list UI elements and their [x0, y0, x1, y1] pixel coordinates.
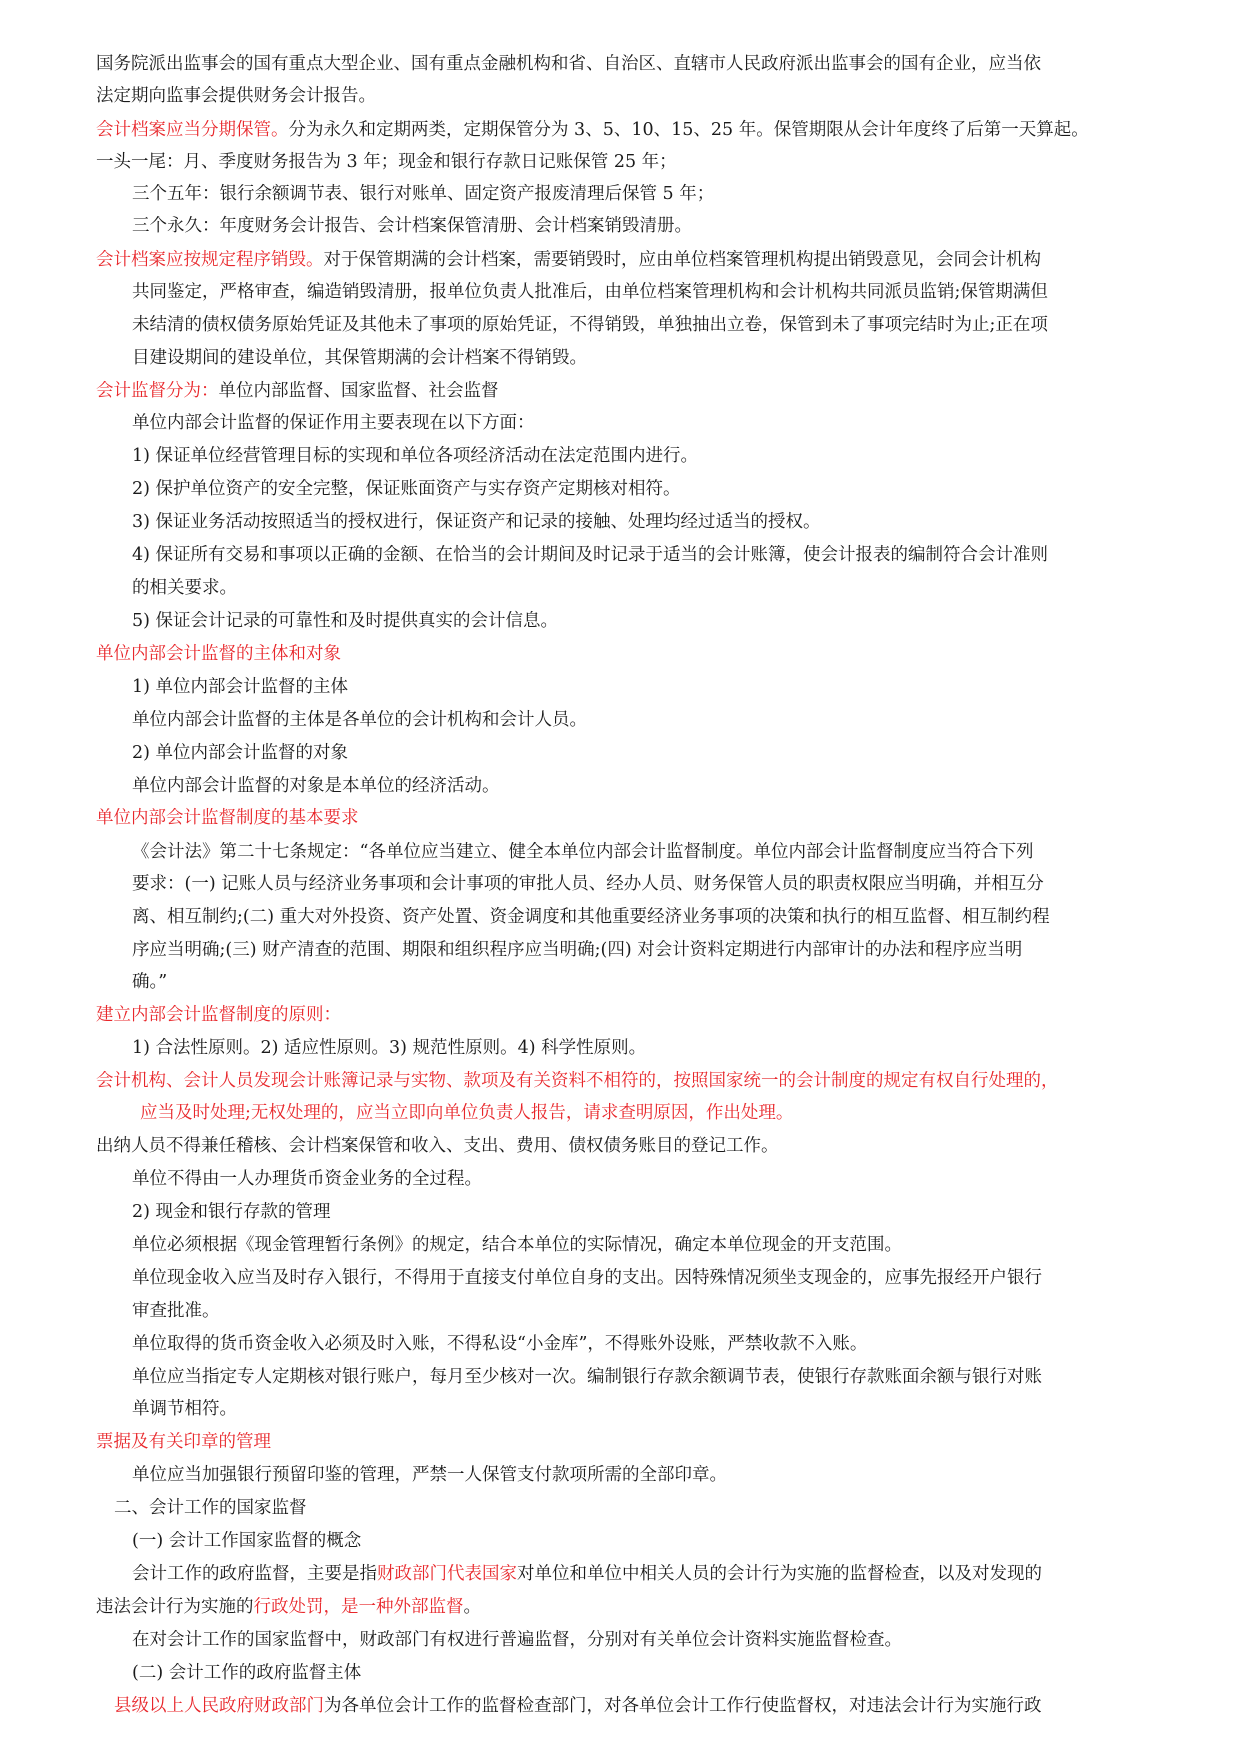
- text-line: 单位应当指定专人定期核对银行账户，每月至少核对一次。编制银行存款余额调节表，使银行存款账面余额与银行对账: [132, 1367, 1042, 1387]
- highlight-line: 会计机构、会计人员发现会计账簿记录与实物、款项及有关资料不相符的，按照国家统一的会计制度的规定有权自行处理的，: [96, 1071, 1059, 1091]
- text-line: 三个永久：年度财务会计报告、会计档案保管清册、会计档案销毁清册。: [132, 216, 692, 236]
- text-line: 审查批准。: [132, 1301, 220, 1321]
- text-line: 单位应当加强银行预留印鉴的管理，严禁一人保管支付款项所需的全部印章。: [132, 1465, 727, 1485]
- text-line: 共同鉴定，严格审查，编造销毁清册，报单位负责人批准后，由单位档案管理机构和会计机构共同派员监销;保管期满但: [132, 282, 1048, 302]
- text-line: 3) 保证业务活动按照适当的授权进行，保证资产和记录的接触、处理均经过适当的授权。: [132, 512, 821, 532]
- highlight-text: 县级以上人民政府财政部门: [114, 1696, 324, 1716]
- section-heading: 单位内部会计监督的主体和对象: [96, 644, 341, 664]
- highlight-text: 会计档案应当分期保管。: [96, 120, 289, 140]
- text-line: 县级以上人民政府财政部门为各单位会计工作的监督检查部门，对各单位会计工作行使监督权，对违法会计行为实施行政: [114, 1696, 1042, 1716]
- text-line: 2) 单位内部会计监督的对象: [132, 743, 349, 763]
- text-line: 单位内部会计监督的保证作用主要表现在以下方面：: [132, 413, 535, 433]
- text-line: 未结清的债权债务原始凭证及其他未了事项的原始凭证，不得销毁，单独抽出立卷，保管到未了事项完结时为止;正在项: [132, 315, 1048, 335]
- text-line: 1) 合法性原则。2) 适应性原则。3) 规范性原则。4) 科学性原则。: [132, 1038, 647, 1058]
- text-line: 1) 保证单位经营管理目标的实现和单位各项经济活动在法定范围内进行。: [132, 446, 699, 466]
- text-line: 要求：(一) 记账人员与经济业务事项和会计事项的审批人员、经办人员、财务保管人员的职责权限应当明确，并相互分: [132, 874, 1044, 894]
- text-line: 4) 保证所有交易和事项以正确的金额、在恰当的会计期间及时记录于适当的会计账簿，使会计报表的编制符合会计准则: [132, 545, 1049, 565]
- highlight-text: 会计监督分为：: [96, 381, 219, 401]
- highlight-text: 行政处罚，是一种外部监督: [253, 1597, 464, 1617]
- text-line: 单位不得由一人办理货币资金业务的全过程。: [132, 1169, 482, 1189]
- highlight-line: 应当及时处理;无权处理的，应当立即向单位负责人报告，请求查明原因，作出处理。: [140, 1103, 794, 1123]
- text-line: 会计工作的政府监督，主要是指财政部门代表国家对单位和单位中相关人员的会计行为实施的监督检查，以及对发现的: [132, 1564, 1042, 1584]
- text-line: 违法会计行为实施的行政处罚，是一种外部监督。: [96, 1597, 481, 1617]
- text-line: (一) 会计工作国家监督的概念: [132, 1531, 362, 1551]
- text-line: 会计档案应按规定程序销毁。对于保管期满的会计档案，需要销毁时，应由单位档案管理机构提出销毁意见，会同会计机构: [96, 250, 1041, 270]
- text-line: 1) 单位内部会计监督的主体: [132, 677, 349, 697]
- text-line: 离、相互制约;(二) 重大对外投资、资产处置、资金调度和其他重要经济业务事项的决策和执行的相互监督、相互制约程: [132, 907, 1050, 927]
- text-line: 单位必须根据《现金管理暂行条例》的规定，结合本单位的实际情况，确定本单位现金的开支范围。: [132, 1235, 902, 1255]
- text-line: 目建设期间的建设单位，其保管期满的会计档案不得销毁。: [132, 348, 587, 368]
- section-heading: 单位内部会计监督制度的基本要求: [96, 808, 359, 828]
- section-heading: 二、会计工作的国家监督: [114, 1498, 307, 1518]
- text-line: 会计档案应当分期保管。分为永久和定期两类，定期保管分为 3、5、10、15、25 年。保管期限从会计年度终了后第一天算起。: [96, 120, 1089, 140]
- highlight-text: 财政部门代表国家: [377, 1564, 517, 1584]
- section-heading: 建立内部会计监督制度的原则：: [96, 1005, 341, 1025]
- text-line: 单位内部会计监督的对象是本单位的经济活动。: [132, 776, 500, 796]
- text-line: 5) 保证会计记录的可靠性和及时提供真实的会计信息。: [132, 611, 559, 631]
- highlight-text: 会计档案应按规定程序销毁。: [96, 250, 324, 270]
- text-line: 单调节相符。: [132, 1399, 237, 1419]
- text-line: 三个五年：银行余额调节表、银行对账单、固定资产报废清理后保管 5 年；: [132, 184, 715, 204]
- text-line: 2) 现金和银行存款的管理: [132, 1202, 331, 1222]
- text-line: 的相关要求。: [132, 578, 237, 598]
- text-line: 《会计法》第二十七条规定：“各单位应当建立、健全本单位内部会计监督制度。单位内部会计监督制度应当符合下列: [132, 842, 1034, 862]
- text-line: 序应当明确;(三) 财产清查的范围、期限和组织程序应当明确;(四) 对会计资料定期进行内部审计的办法和程序应当明: [132, 940, 1023, 960]
- section-heading: 票据及有关印章的管理: [96, 1432, 271, 1452]
- text-line: 法定期向监事会提供财务会计报告。: [96, 86, 376, 106]
- text-line: 国务院派出监事会的国有重点大型企业、国有重点金融机构和省、自治区、直辖市人民政府派出监事会的国有企业，应当依: [96, 54, 1041, 74]
- text-line: 确。”: [132, 972, 168, 992]
- text-line: 单位内部会计监督的主体是各单位的会计机构和会计人员。: [132, 710, 587, 730]
- text-line: 出纳人员不得兼任稽核、会计档案保管和收入、支出、费用、债权债务账目的登记工作。: [96, 1136, 779, 1156]
- text-line: 单位取得的货币资金收入必须及时入账，不得私设“小金库”，不得账外设账，严禁收款不入账。: [132, 1334, 868, 1354]
- text-line: 在对会计工作的国家监督中，财政部门有权进行普遍监督，分别对有关单位会计资料实施监督检查。: [132, 1630, 902, 1650]
- text-line: 单位现金收入应当及时存入银行，不得用于直接支付单位自身的支出。因特殊情况须坐支现金的，应事先报经开户银行: [132, 1268, 1042, 1288]
- text-line: 2) 保护单位资产的安全完整，保证账面资产与实存资产定期核对相符。: [132, 479, 681, 499]
- text-line: 会计监督分为：单位内部监督、国家监督、社会监督: [96, 381, 499, 401]
- text-line: (二) 会计工作的政府监督主体: [132, 1663, 362, 1683]
- text-line: 一头一尾：月、季度财务报告为 3 年；现金和银行存款日记账保管 25 年；: [96, 152, 677, 172]
